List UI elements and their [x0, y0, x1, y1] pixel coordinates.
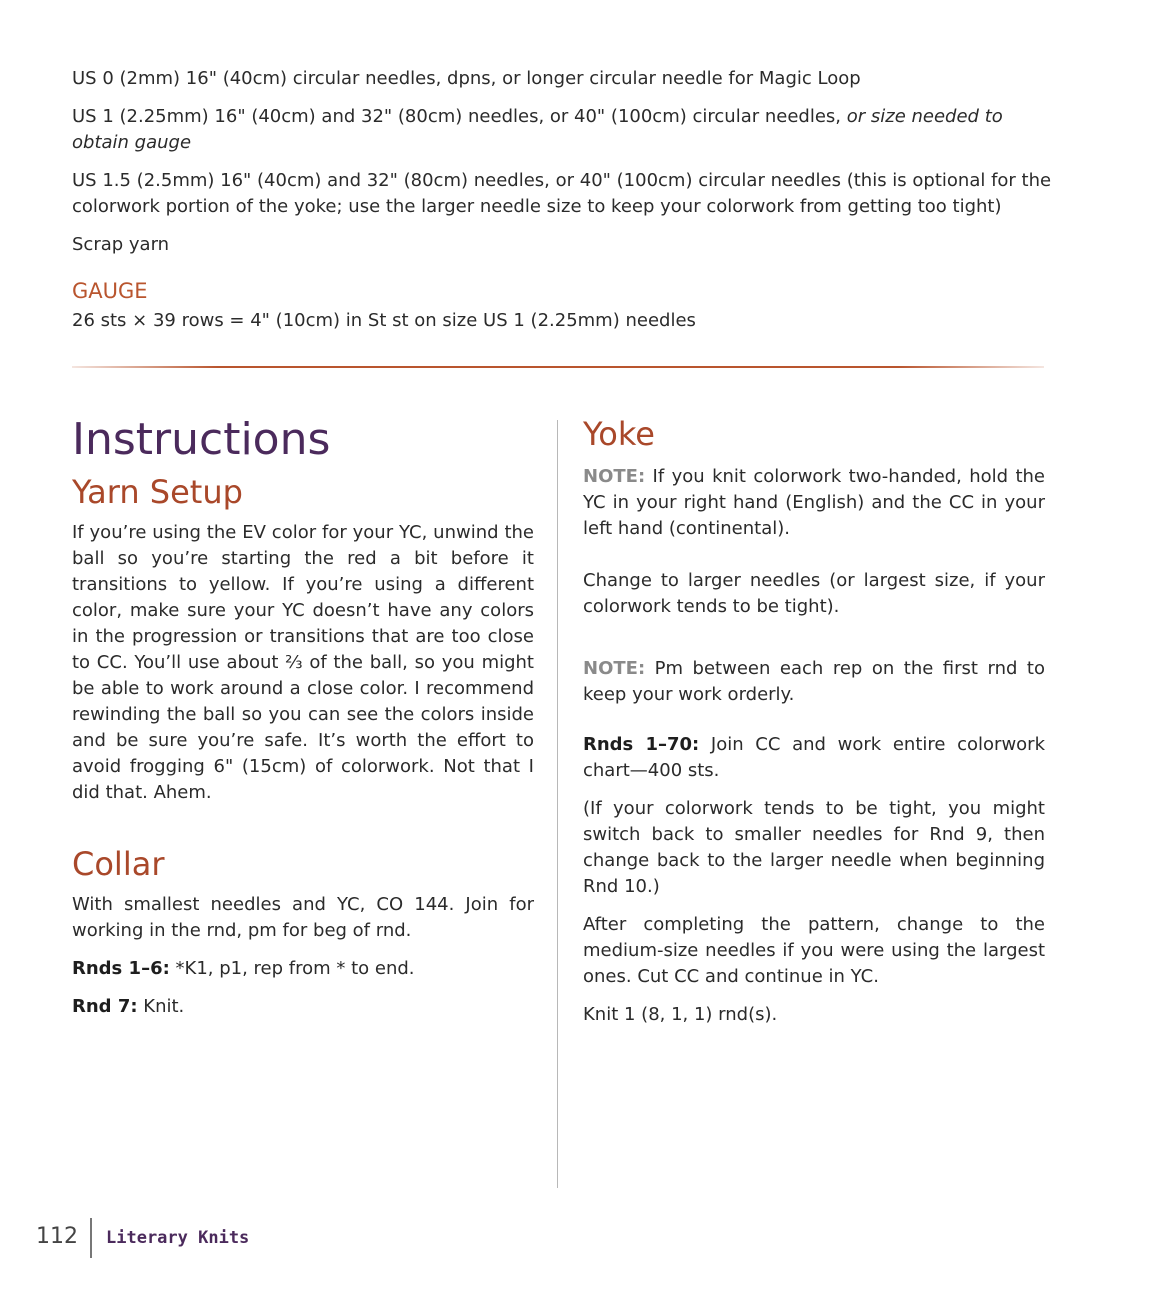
yoke-change-needles: Change to larger needles (or largest size, if your colorwork tends to be tight). [583, 570, 1045, 617]
note-label: NOTE: [583, 658, 646, 679]
collar-rnd-7-label: Rnd 7: [72, 996, 138, 1017]
yarn-setup-heading: Yarn Setup [72, 473, 243, 511]
collar-text: With smallest needles and YC, CO 144. Join for working in the rnd, pm for beg of rnd. [72, 894, 534, 941]
section-divider-rule [72, 366, 1044, 368]
right-column [583, 412, 1045, 1040]
needles-us15: US 1.5 (2.5mm) 16" (40cm) and 32" (80cm) needles, or 40" (100cm) circular needles (this is optional for the colorwork portion of the yoke; use the larger needle size to keep your colorwork from getting too tight) [72, 170, 1052, 217]
column-divider [557, 420, 558, 1188]
yoke-note-1-text: If you knit colorwork two-handed, hold the YC in your right hand (English) and the CC in your left hand (continental). [583, 466, 1045, 539]
materials-list [72, 66, 1052, 346]
yoke-after-pattern: After completing the pattern, change to the medium-size needles if you were using the largest ones. Cut CC and continue in YC. [583, 914, 1045, 987]
yoke-note-2-text: Pm between each rep on the first rnd to keep your work orderly. [583, 658, 1045, 705]
yarn-setup-text: If you’re using the EV color for your YC, unwind the ball so you’re starting the red a bit before it transitions to yellow. If you’re using a different color, make sure your YC doesn’t have any colors in the progression or transitions that are too close to CC. You’ll use about ⅔ of the ball, so you might be able to work around a close color. I recommend rewinding the ball so you can see the colors inside and be sure you’re safe. It’s worth the effort to avoid frogging 6" (15cm) of colorwork. Not that I did that. Ahem. [72, 522, 534, 803]
page-number: 112 [36, 1224, 78, 1249]
collar-rnds-1-6-label: Rnds 1–6: [72, 958, 170, 979]
yoke-rnds-1-70 [583, 732, 1045, 784]
left-column [72, 410, 534, 1032]
collar-rnds-1-6 [72, 956, 534, 982]
collar-rnds-1-6-text: *K1, p1, rep from * to end. [169, 958, 415, 979]
footer-bar [90, 1218, 92, 1258]
needles-us1-gauge-note: or size needed to obtain gauge [72, 106, 1003, 153]
note-label: NOTE: [583, 466, 646, 487]
gauge-text: 26 sts × 39 rows = 4" (10cm) in St st on size US 1 (2.25mm) needles [72, 310, 696, 331]
yoke-rnds-1-70-text: Join CC and work entire colorwork chart—400 sts. [583, 734, 1045, 781]
collar-rnd-7 [72, 994, 534, 1020]
yoke-tight-tip: (If your colorwork tends to be tight, you might switch back to smaller needles for Rnd 9, then change back to the larger needle when beginning Rnd 10.) [583, 798, 1045, 897]
book-title: Literary Knits [106, 1228, 250, 1248]
needles-us0: US 0 (2mm) 16" (40cm) circular needles, dpns, or longer circular needle for Magic Loop [72, 68, 861, 89]
yoke-heading: Yoke [583, 415, 655, 453]
collar-heading: Collar [72, 845, 165, 883]
yoke-rnds-1-70-label: Rnds 1–70: [583, 734, 700, 755]
yoke-note-1 [583, 464, 1045, 542]
collar-rnd-7-text: Knit. [137, 996, 185, 1017]
scrap-yarn: Scrap yarn [72, 234, 170, 255]
needles-us1-text: US 1 (2.25mm) 16" (40cm) and 32" (80cm) needles, or 40" (100cm) circular needles, [72, 106, 847, 127]
instructions-title: Instructions [72, 414, 331, 465]
yoke-knit-rounds: Knit 1 (8, 1, 1) rnd(s). [583, 1004, 778, 1025]
yoke-note-2 [583, 656, 1045, 708]
gauge-heading: GAUGE [72, 279, 148, 303]
needles-us1 [72, 104, 1052, 156]
